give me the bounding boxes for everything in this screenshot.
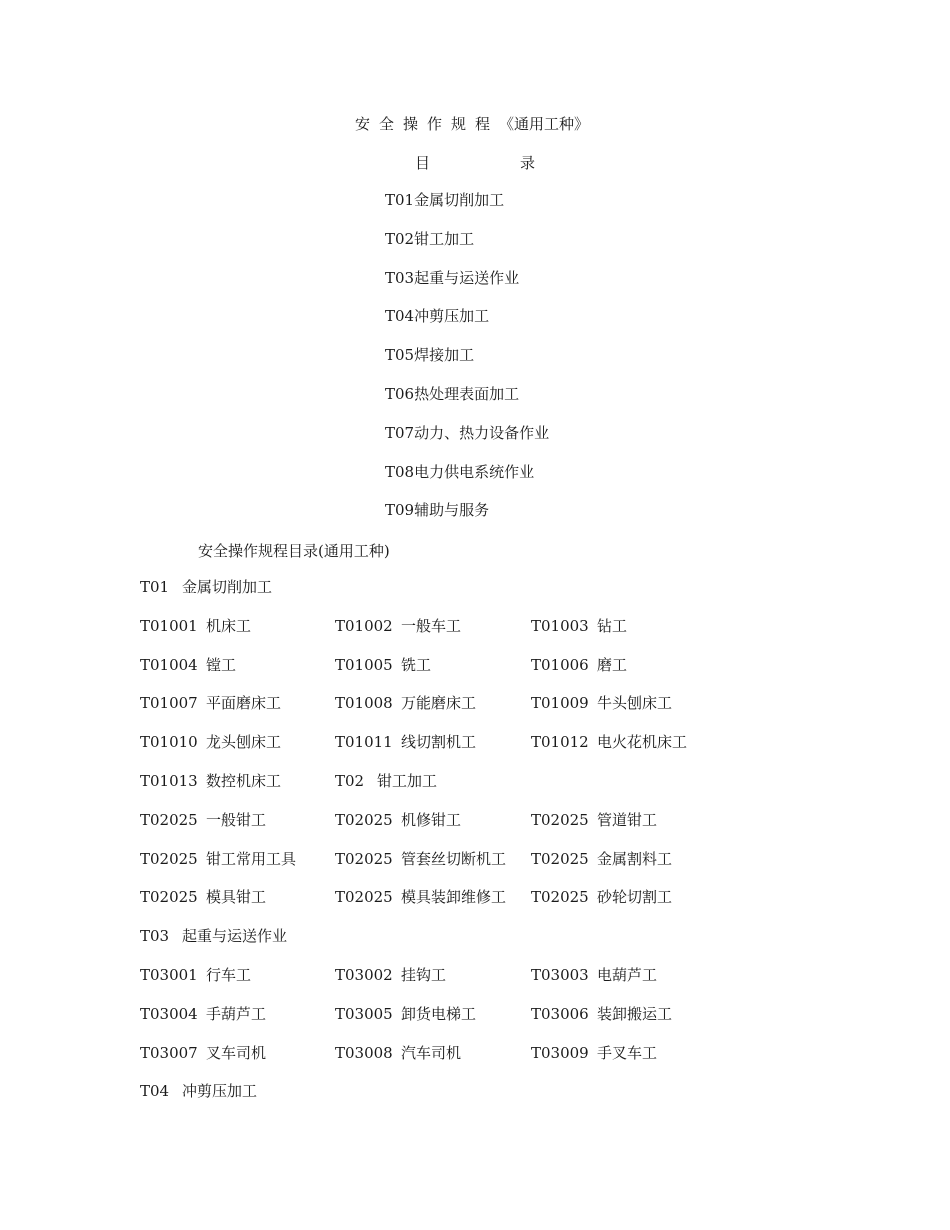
entry-name: 管道钳工 [597,810,658,829]
catalog-row [140,578,920,617]
catalog-entry [140,694,281,712]
entry-name: 装卸搬运工 [597,1004,673,1023]
entry-name: 卸货电梯工 [401,1004,477,1023]
entry-name: 汽车司机 [401,1043,462,1062]
document-title [0,113,944,134]
entry-code: T01 [140,578,170,596]
entry-code: T02025 [335,888,393,907]
entry-code: T01004 [140,655,198,674]
entry-name: 模具钳工 [206,888,267,907]
entry-name: 行车工 [206,965,252,984]
entry-code: T03003 [531,965,589,984]
catalog-row [140,656,920,695]
entry-name: 镗工 [206,655,237,674]
entry-name: 一般钳工 [206,810,267,829]
catalog-entry [531,966,657,984]
entry-code: T02025 [335,849,393,868]
entry-code: T02025 [140,888,198,907]
entry-name: 电火花机床工 [597,733,688,752]
entry-name: 钳工加工 [377,771,438,790]
catalog-intro: 安全操作规程目录(通用工种) [198,542,390,560]
catalog-entry [335,617,461,635]
catalog-row [140,888,920,927]
toc-item: T04冲剪压加工 [385,307,490,326]
catalog-entry [531,888,672,906]
entry-code: T03 [140,927,170,946]
catalog-row [140,1082,920,1121]
entry-name: 起重与运送作业 [182,927,288,946]
toc-item: T06热处理表面加工 [385,384,520,403]
entry-code: T01011 [335,733,393,752]
catalog-entry [531,811,657,829]
catalog-section-heading [140,927,287,945]
entry-name: 铣工 [401,655,432,674]
catalog-entry [140,811,266,829]
entry-code: T02025 [531,888,589,907]
entry-name: 线切割机工 [401,733,477,752]
catalog-row [140,1044,920,1083]
entry-name: 钳工常用工具 [206,849,297,868]
entry-name: 一般车工 [401,616,462,635]
catalog-section-heading [140,578,272,596]
entry-code: T02025 [140,810,198,829]
catalog-entry [335,850,506,868]
catalog-entry [140,617,251,635]
entry-code: T02025 [531,849,589,868]
entry-code: T03005 [335,1004,393,1023]
entry-code: T03001 [140,965,198,984]
entry-name: 电葫芦工 [597,965,658,984]
catalog-entry [140,1005,266,1023]
entry-name: 叉车司机 [206,1043,267,1062]
entry-code: T03002 [335,965,393,984]
entry-code: T02025 [531,810,589,829]
entry-name: 万能磨床工 [401,694,477,713]
catalog-entry [140,656,236,674]
catalog-row [140,966,920,1005]
toc-item: T01金属切削加工 [385,191,505,209]
catalog-entry [140,1044,266,1062]
catalog-entry [140,850,296,868]
entry-name: 龙头刨床工 [206,733,282,752]
entry-name: 管套丝切断机工 [401,849,507,868]
entry-code: T01013 [140,771,198,790]
entry-name: 砂轮切割工 [597,888,673,907]
catalog-entry [335,1005,476,1023]
toc-heading-left: 目 [414,154,430,172]
catalog-row [140,850,920,889]
catalog-entry [335,733,476,751]
entry-name: 金属切削加工 [182,578,273,596]
catalog-entry [140,966,251,984]
toc-item: T08电力供电系统作业 [385,462,535,481]
entry-code: T02025 [140,849,198,868]
entry-code: T01001 [140,616,198,635]
title-paren: 《通用工种》 [499,115,590,133]
catalog-entry [531,1044,657,1062]
entry-code: T01012 [531,733,589,752]
entry-name: 牛头刨床工 [597,694,673,713]
entry-code: T01006 [531,655,589,674]
entry-code: T03006 [531,1004,589,1023]
catalog-section-heading [140,1082,257,1100]
entry-name: 手葫芦工 [206,1004,267,1023]
toc-item: T05焊接加工 [385,346,475,365]
catalog-entry [140,733,281,751]
catalog-list [140,578,920,1121]
catalog-entry [531,694,672,712]
catalog-entry [335,1044,461,1062]
entry-name: 钻工 [597,616,628,635]
catalog-row [140,927,920,966]
title-main: 安全操作规程 [354,115,499,133]
entry-code: T01003 [531,616,589,635]
entry-code: T01005 [335,655,393,674]
toc-heading-right: 录 [520,154,536,172]
catalog-row [140,694,920,733]
entry-code: T02025 [335,810,393,829]
catalog-entry [335,656,431,674]
entry-code: T01002 [335,616,393,635]
entry-code: T03004 [140,1004,198,1023]
entry-name: 磨工 [597,655,628,674]
catalog-entry [531,656,627,674]
catalog-entry [335,811,461,829]
entry-code: T02 [335,771,365,790]
catalog-section-heading [335,772,437,790]
catalog-entry [531,850,672,868]
toc-item: T07动力、热力设备作业 [385,423,550,442]
entry-code: T03007 [140,1043,198,1062]
entry-name: 手叉车工 [597,1043,658,1062]
catalog-entry [335,966,446,984]
catalog-row [140,811,920,850]
catalog-entry [140,772,281,790]
entry-code: T04 [140,1082,170,1101]
entry-name: 平面磨床工 [206,694,282,713]
catalog-entry [335,694,476,712]
catalog-entry [531,617,627,635]
entry-name: 数控机床工 [206,771,282,790]
catalog-row [140,617,920,656]
catalog-entry [335,888,506,906]
table-of-contents [385,191,549,540]
catalog-entry [531,1005,672,1023]
entry-name: 挂钩工 [401,965,447,984]
toc-item: T09辅助与服务 [385,501,490,520]
entry-code: T01009 [531,694,589,713]
entry-code: T01007 [140,694,198,713]
entry-code: T03008 [335,1043,393,1062]
catalog-row [140,733,920,772]
entry-code: T03009 [531,1043,589,1062]
toc-heading [0,152,950,173]
toc-item: T02钳工加工 [385,229,475,248]
catalog-entry [140,888,266,906]
catalog-row [140,772,920,811]
toc-item: T03起重与运送作业 [385,268,520,287]
catalog-row [140,1005,920,1044]
entry-code: T01008 [335,694,393,713]
entry-name: 机床工 [206,616,252,635]
entry-name: 模具装卸维修工 [401,888,507,907]
catalog-entry [531,733,687,751]
entry-name: 机修钳工 [401,810,462,829]
entry-name: 冲剪压加工 [182,1082,258,1101]
entry-code: T01010 [140,733,198,752]
entry-name: 金属割料工 [597,849,673,868]
